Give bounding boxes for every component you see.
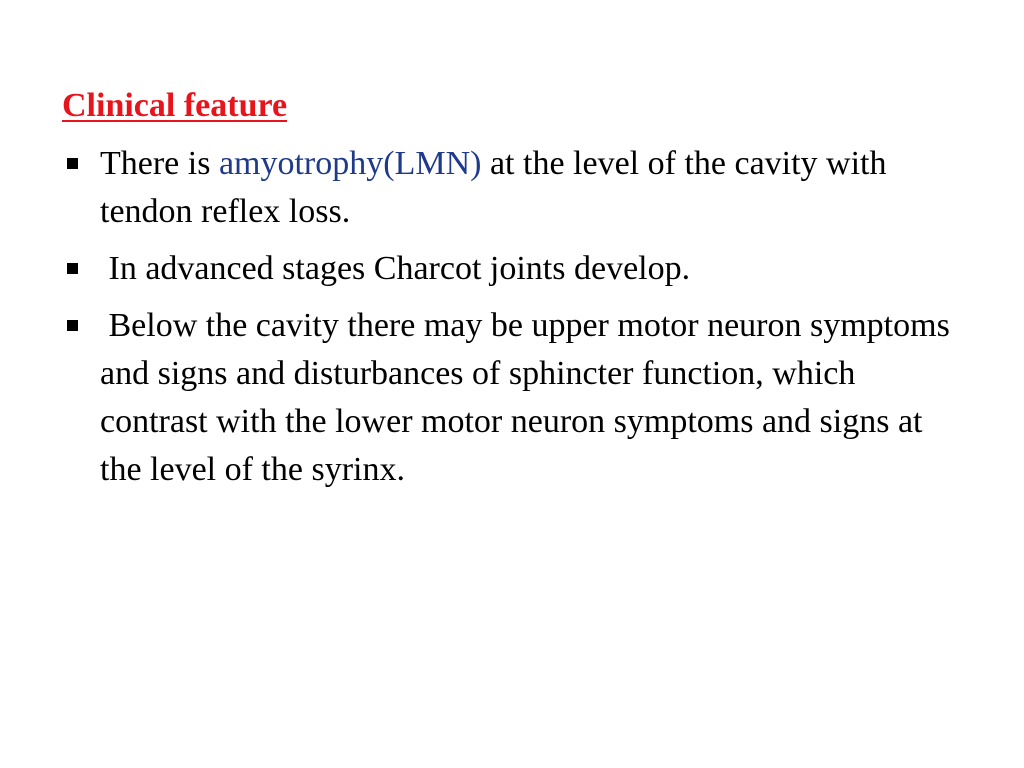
bullet-text <box>100 140 962 236</box>
bullet-item <box>62 140 962 236</box>
square-bullet-icon <box>67 320 78 331</box>
bullet-text: In advanced stages Charcot joints develop. <box>100 250 691 287</box>
bullet-list <box>62 140 962 503</box>
bullet-text-suffix: at the level of the cavity with tendon reflex loss. <box>100 145 887 230</box>
highlighted-term: amyotrophy(LMN) <box>218 145 482 182</box>
section-heading: Clinical feature <box>62 87 288 124</box>
bullet-text-prefix: There is <box>100 145 219 182</box>
square-bullet-icon <box>67 263 78 274</box>
bullet-text: Below the cavity there may be upper motor neuron symptoms and signs and disturbances of sphincter function, which contrast with the lower motor neuron symptoms and signs at the level of the syrinx. <box>100 307 959 488</box>
square-bullet-icon <box>67 158 78 169</box>
bullet-item <box>62 302 962 494</box>
bullet-item <box>62 245 962 293</box>
